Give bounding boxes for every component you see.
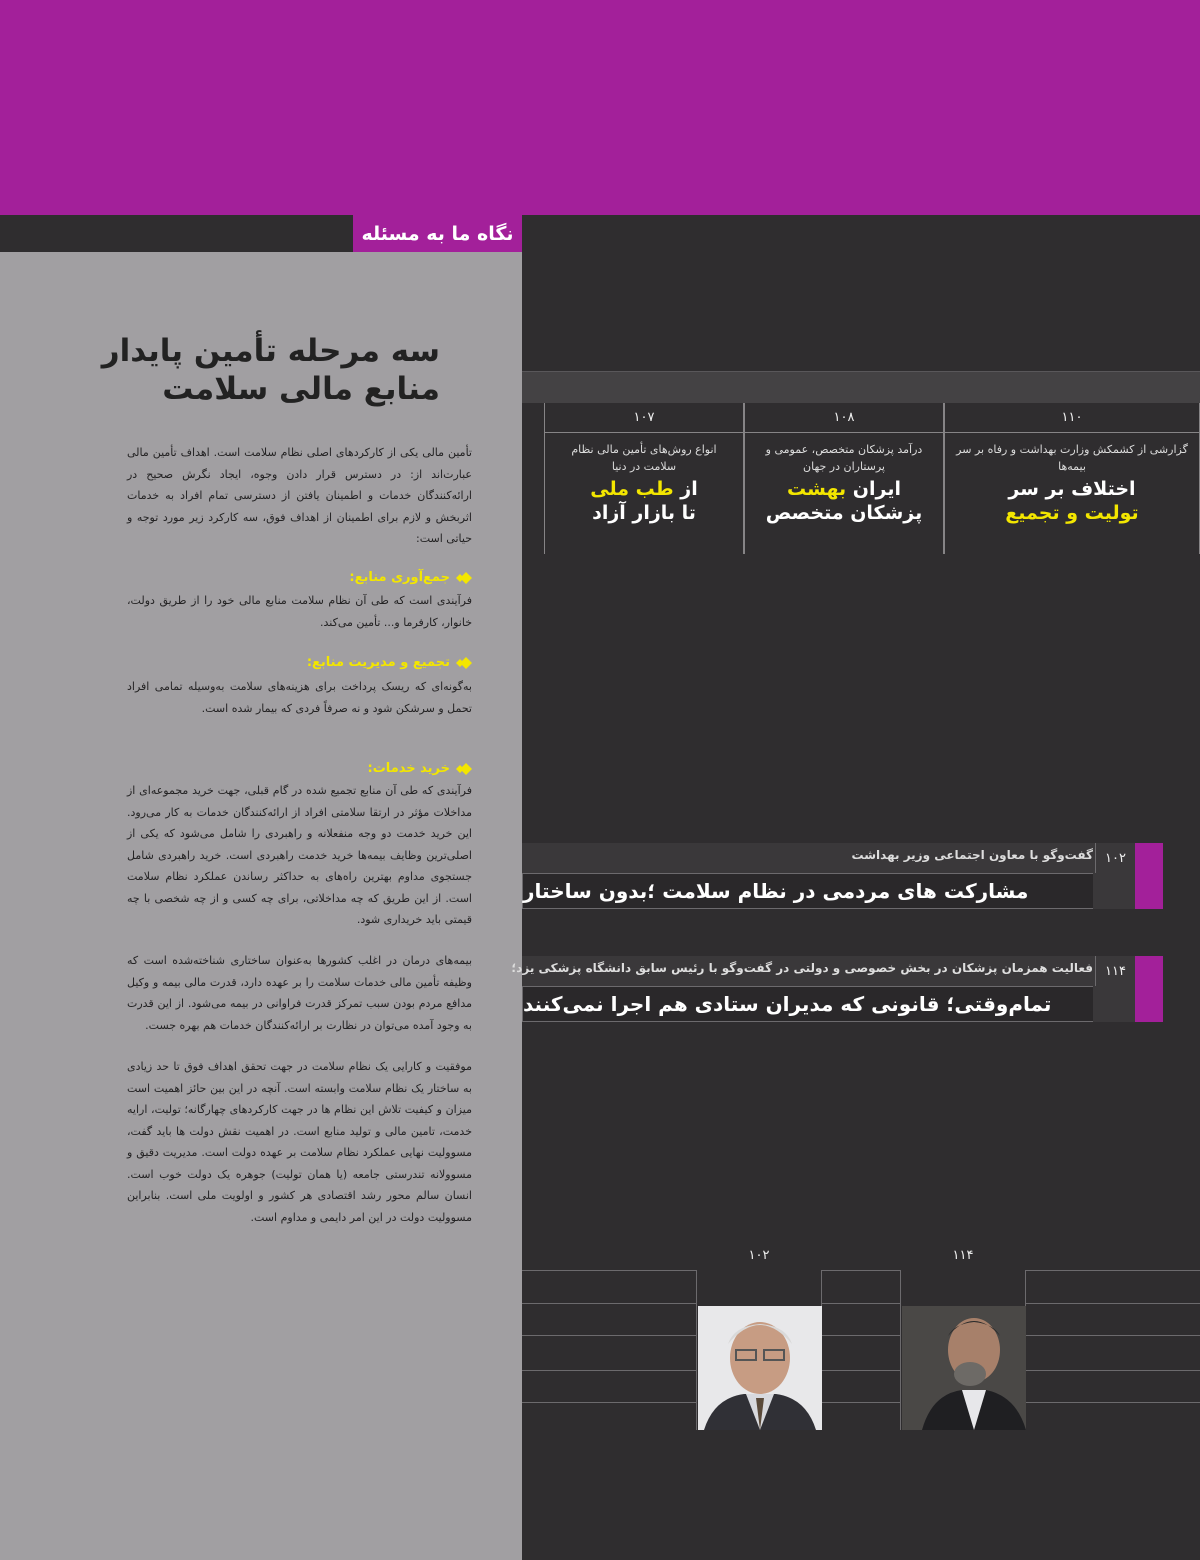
headline-highlight: بهشت	[787, 478, 847, 500]
paragraph-collection: فرآیندی است که طی آن نظام سلامت منابع مالی خود را از طریق دولت، خانوار، کارفرما و... تأمین می‌کند.	[127, 594, 472, 629]
table-rule	[522, 1270, 1200, 1271]
headline-title: مشارکت های مردمی در نظام سلامت ؛بدون ساختار	[522, 873, 1093, 909]
headline-item[interactable]	[511, 956, 1163, 1022]
card-kicker: انواع روش‌های تأمین مالی نظام سلامت در دنیا	[571, 443, 717, 473]
top-color-band	[0, 0, 1200, 215]
card-item[interactable]	[744, 403, 944, 554]
card-headline-line2: تولیت و تجمیع	[1005, 502, 1139, 524]
card-headline-line2: پزشکان متخصص	[765, 502, 923, 524]
section-tag: نگاه ما به مسئله	[353, 215, 522, 252]
article-intro: تأمین مالی یکی از کارکردهای اصلی نظام سلامت است. اهداف تأمین مالی عبارت‌اند از: در دسترس قرار دادن وجوه، ایجاد نگرش صحیح در ارائه‌کنندگان خدمات و اطمینان یافتن از دسترسی تمام افراد به خدمات اثربخش و لازم برای اطمینان از اهداف فوق، سه کارکرد زیر مورد توجه و حیاتی است:	[127, 446, 472, 545]
subhead-purchasing	[368, 761, 472, 776]
paragraph-success: موفقیت و کارایی یک نظام سلامت در جهت تحقق اهداف فوق تا حد زیادی به ساختار یک نظام سلامت وابسته است. آنچه در این بین حائز اهمیت است میزان و کیفیت تلاش این نظام ها در جهت کارکردهای چهارگانه؛ تولیت، ارایه خدمت، تامین مالی و تولید منابع است. در اهمیت نقش دولت ها باید گفت، مسوولیت نهایی عملکرد نظام سلامت بر عهده دولت است. مدیریت دقیق و مسوولانه تندرستی جامعه (یا همان تولیت) جوهره یک دولت خوب است. انسان سالم محور رشد اقتصادی هر کشور و اولویت ملی است. بنابراین مسوولیت دولت در این امر دایمی و مداوم است.	[127, 1060, 472, 1224]
table-rule	[522, 1335, 1200, 1336]
table-rule	[522, 1370, 1200, 1371]
card-page-number: ۱۰۷	[545, 403, 743, 433]
article-title-line2: منابع مالی سلامت	[162, 371, 440, 407]
headline-kicker: فعالیت همزمان پزشکان در بخش خصوصی و دولتی در گفت‌وگو با رئیس سابق دانشگاه پزشکی یزد؛	[511, 961, 1093, 975]
paragraph-pooling: به‌گونه‌ای که ریسک پرداخت برای هزینه‌های سلامت به‌وسیله تمامی افراد تحمل و سرشکن شود و نه صرفاً فردی که بیمار شده است.	[127, 680, 472, 715]
card-kicker: درآمد پزشکان متخصص، عمومی و پرستاران در جهان	[765, 443, 923, 473]
card-headline-line1	[545, 477, 743, 501]
subhead-label: تجمیع و مدیریت منابع:	[306, 655, 450, 670]
headline-highlight: طب ملی	[590, 478, 674, 500]
card-item[interactable]	[944, 403, 1200, 554]
paragraph-purchasing: فرآیندی که طی آن منابع تجمیع شده در گام قبلی، جهت خرید مجموعه‌ای از مداخلات مؤثر در ارتقا سلامتی افراد از ارائه‌کنندگان خدمات به کار می‌رود. این خرید خدمت دو وجه منفعلانه و راهبردی را شامل می‌شود که یکی از اصلی‌ترین وظایف بیمه‌ها خرید خدمت راهبردی است. خرید راهبردی شامل جستجوی مداوم بهترین راه‌های به حداکثر رساندن عملکرد نظام سلامت است. از این طریق که چه مداخلاتی، برای چه کسی و از چه شخصی با چه قیمتی باید خریداری شود.	[127, 784, 472, 926]
diamond-bullet-icon	[454, 571, 472, 585]
article-title-line1: سه مرحله تأمین پایدار	[101, 333, 440, 369]
diamond-bullet-icon	[454, 656, 472, 670]
headline-page-number: ۱۰۲	[1095, 843, 1135, 873]
diamond-bullet-icon	[454, 762, 472, 776]
photo-cell[interactable]	[696, 1270, 822, 1430]
headline-title: تمام‌وقتی؛ قانونی که مدیران ستادی هم اجرا نمی‌کنند	[522, 986, 1093, 1022]
subhead-pooling	[307, 655, 472, 670]
interview-photos	[522, 1240, 1200, 1436]
headline-item[interactable]	[522, 843, 1163, 909]
card-headline-line1	[745, 477, 943, 501]
card-kicker: گزارشی از کشمکش وزارت بهداشت و رفاه بر سر بیمه‌ها	[956, 443, 1188, 473]
photo-page-number: ۱۱۴	[952, 1248, 974, 1263]
subhead-collection	[349, 570, 472, 585]
card-headline	[945, 477, 1199, 525]
photo-cell[interactable]	[900, 1270, 1026, 1430]
table-rule	[522, 1402, 1200, 1403]
card-headline	[545, 477, 743, 525]
accent-tab	[1135, 843, 1163, 909]
card-page-number: ۱۱۰	[945, 403, 1199, 433]
table-rule	[522, 1303, 1200, 1304]
feature-cards	[522, 403, 1200, 554]
cards-divider-strip	[522, 371, 1200, 403]
headline-part: ایران	[846, 478, 901, 500]
article-title	[0, 332, 440, 408]
subhead-label: خرید خدمات:	[367, 761, 450, 776]
subhead-label: جمع‌آوری منابع:	[349, 570, 450, 585]
accent-tab	[1135, 956, 1163, 1022]
headline-page-number: ۱۱۴	[1095, 956, 1135, 986]
card-headline-line2: تا بازار آزاد	[592, 502, 696, 524]
card-headline-line1: اختلاف بر سر	[1008, 478, 1136, 500]
card-headline	[745, 477, 943, 525]
interviewee-portrait-image	[902, 1306, 1026, 1430]
interviewee-portrait-image	[698, 1306, 822, 1430]
headline-kicker: گفت‌وگو با معاون اجتماعی وزیر بهداشت	[851, 848, 1093, 862]
card-item[interactable]	[544, 403, 744, 554]
card-page-number: ۱۰۸	[745, 403, 943, 433]
paragraph-insurance: بیمه‌های درمان در اغلب کشورها به‌عنوان ساختاری شناخته‌شده است که وظیفه تأمین مالی خدمات سلامت را بر عهده دارد، قدرت مالی بیمه و وکیل مدافع مردم بودن سبب تمرکز قدرت فراوانی در بیمه می‌شود. از این قدرت به وجود آمده می‌توان در نظارت بر ارائه‌کنندگان خدمات هم بهره جست.	[127, 954, 472, 1032]
headline-part: از	[673, 478, 698, 500]
photo-page-number: ۱۰۲	[748, 1248, 770, 1263]
